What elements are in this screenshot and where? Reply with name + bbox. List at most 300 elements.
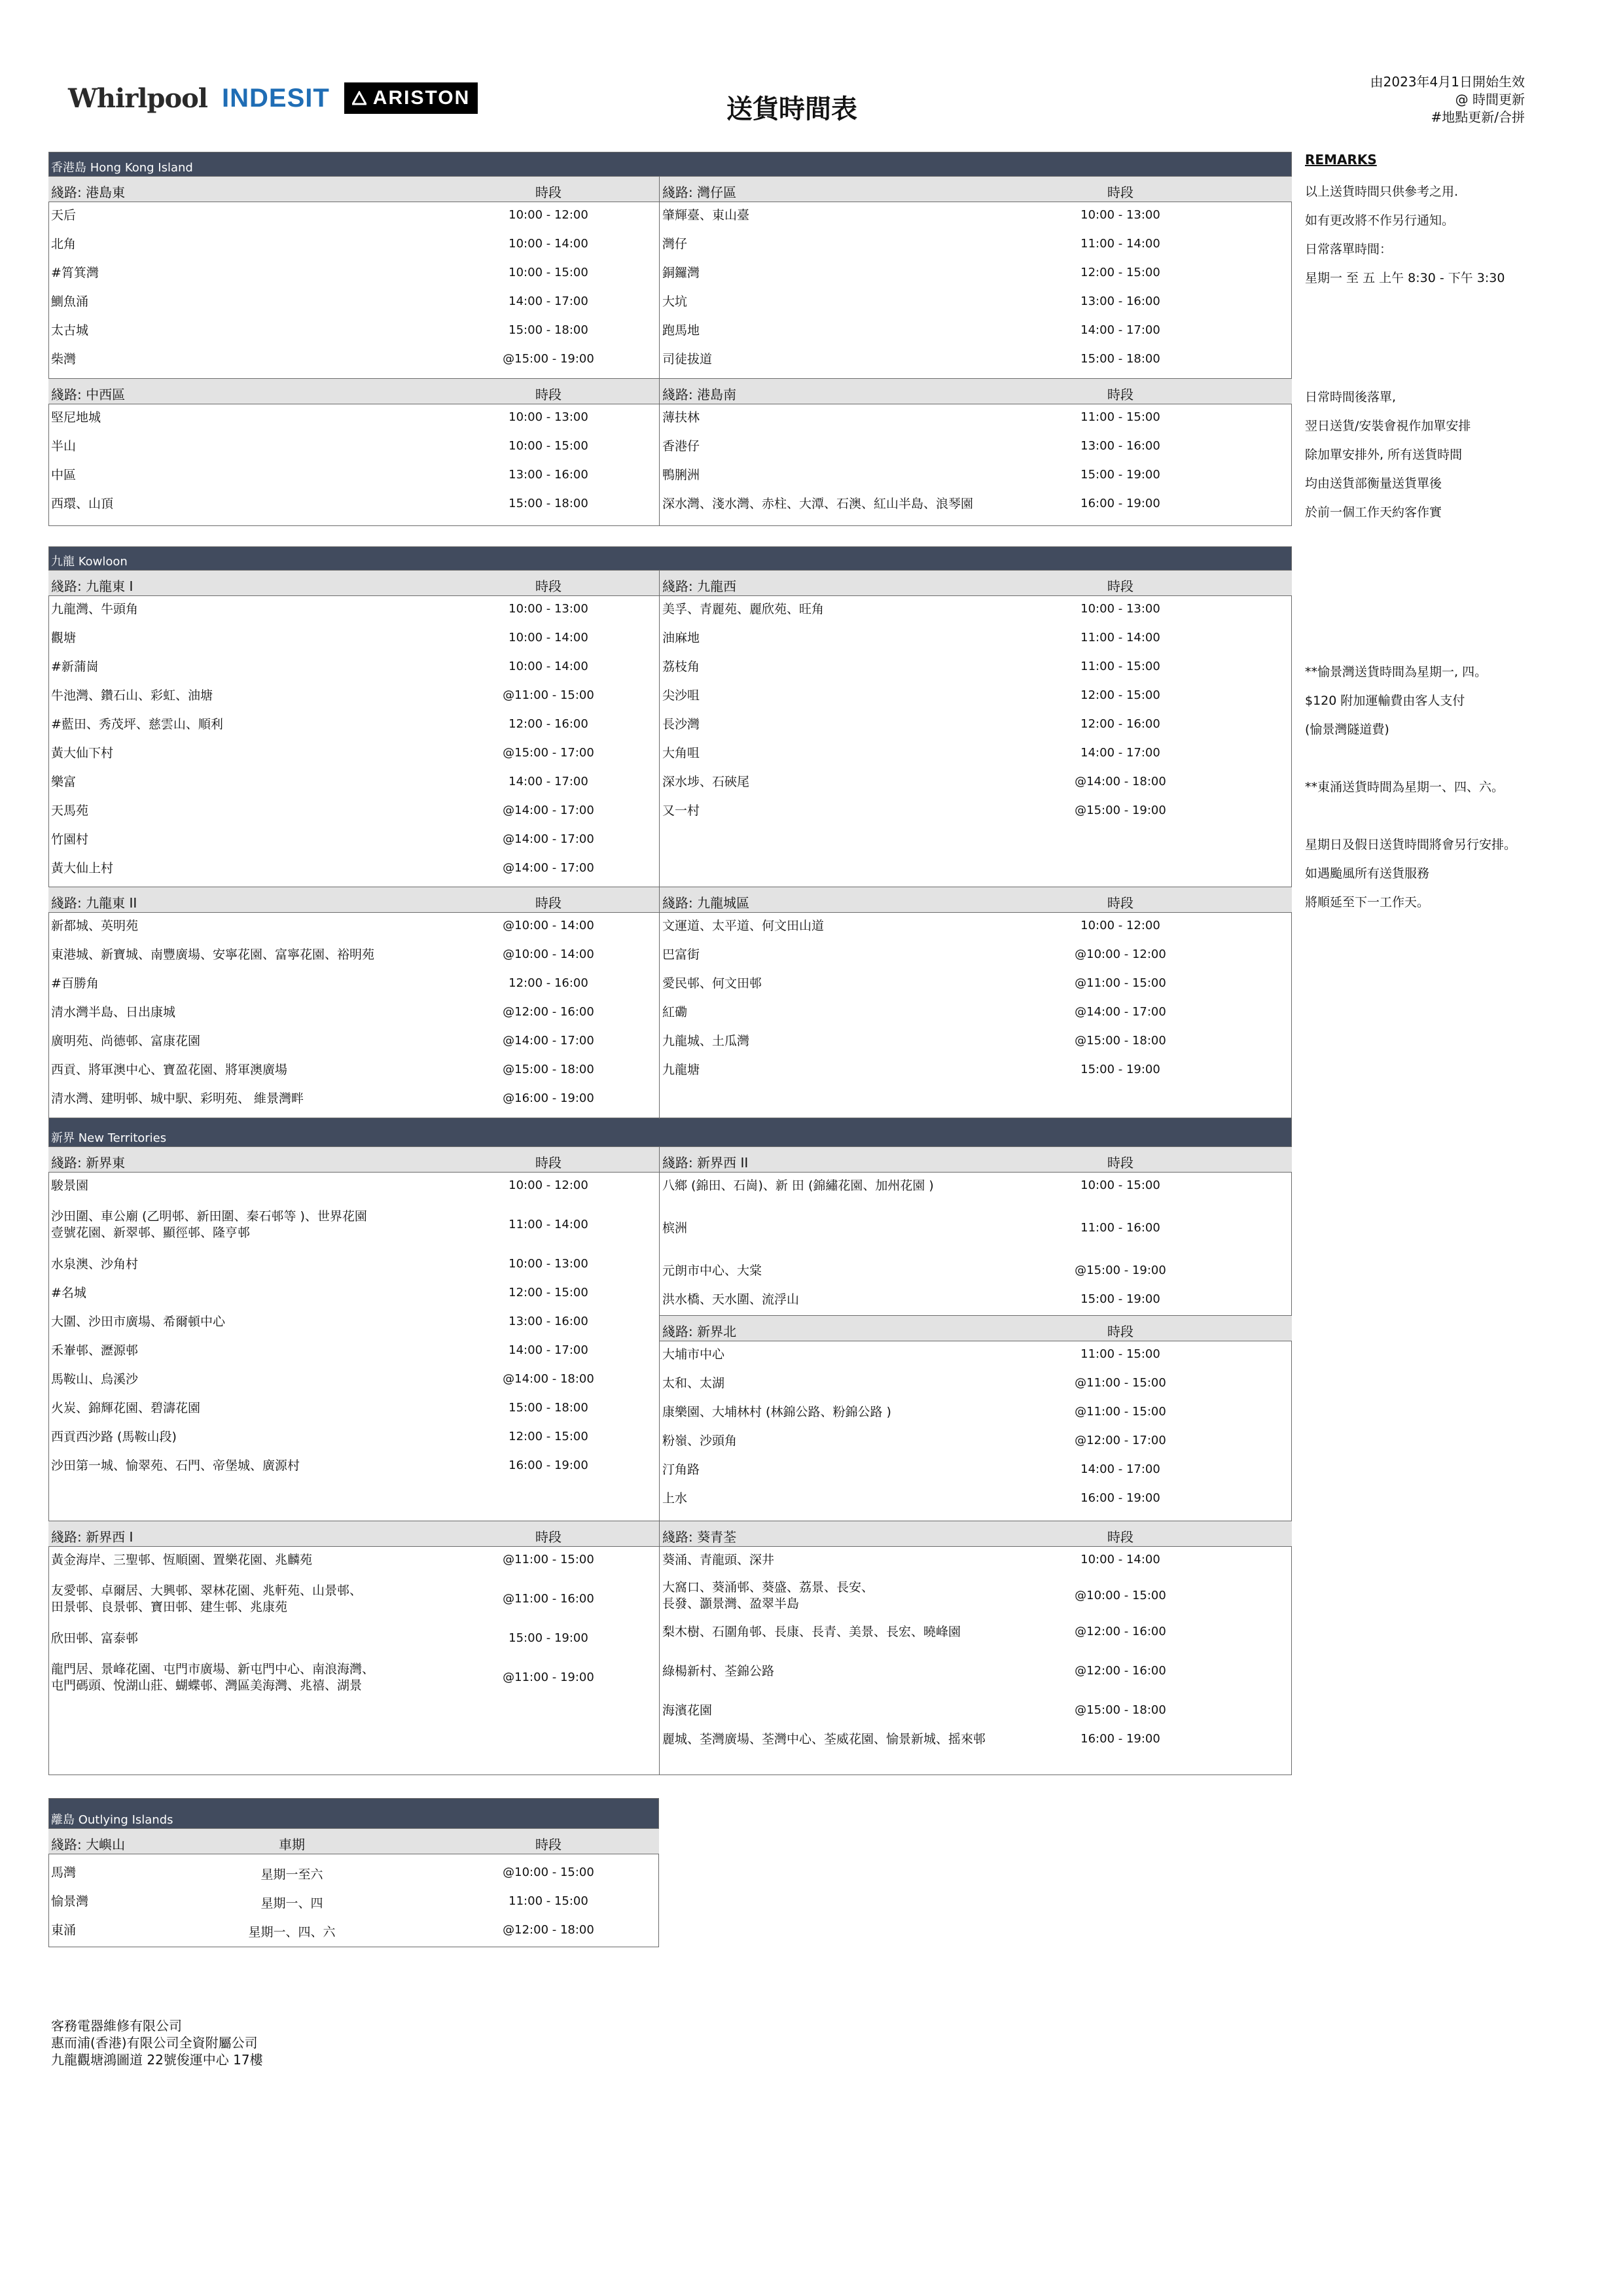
table-row [48,1654,659,1704]
table-row [660,289,1292,317]
delivery-time: @11:00 - 15:00 [503,1553,594,1566]
table-row [48,1860,659,1888]
area-name: 東港城、新寶城、南豐廣場、安寧花園、富寧花園、裕明苑 [51,947,375,962]
delivery-time: @14:00 - 18:00 [503,1372,594,1386]
delivery-time: 10:00 - 13:00 [508,602,588,616]
area-name: 太古城 [51,323,89,338]
table-row [660,317,1292,346]
table-row [48,1625,659,1654]
table-row [48,970,659,999]
footer-line: 客務電器維修有限公司 [51,2018,182,2034]
route-header [48,570,659,596]
area-name: 樂富 [51,774,77,789]
table-row [48,1086,659,1114]
delivery-time: 14:00 - 17:00 [1080,1462,1160,1476]
delivery-time: @12:00 - 16:00 [1075,1625,1166,1638]
table-row [48,913,659,942]
area-name: 大角咀 [662,745,700,760]
area-name: 中區 [51,467,77,482]
delivery-time: @14:00 - 17:00 [503,804,594,817]
area-name: #藍田、秀茂坪、慈雲山、順利 [51,716,223,732]
route-name: 綫路: 灣仔區 [662,185,737,200]
delivery-time: @15:00 - 19:00 [1075,1263,1166,1277]
route-block [660,378,1292,526]
table-row [48,596,659,625]
area-name: 紅磡 [662,1004,688,1019]
route-block [48,1828,659,1947]
area-name: 欣田邨、富泰邨 [51,1631,139,1646]
table-row [660,1258,1292,1286]
route-header [660,378,1292,404]
area-name: 西環、山頂 [51,496,114,511]
delivery-time: @16:00 - 19:00 [503,1091,594,1105]
delivery-time: @11:00 - 15:00 [1075,1376,1166,1390]
time-column-header: 時段 [1107,1324,1133,1339]
area-name: 汀角路 [662,1462,700,1477]
delivery-time: @11:00 - 15:00 [1075,1405,1166,1419]
area-name: 洪水橋、天水圍、流浮山 [662,1292,800,1307]
route-name: 綫路: 葵青荃 [662,1529,737,1545]
route-block [660,1146,1292,1315]
area-name: 廣明苑、尚德邨、富康花園 [51,1033,201,1048]
area-name: 粉嶺、沙頭角 [662,1433,738,1448]
delivery-time: 16:00 - 19:00 [508,1458,588,1472]
delivery-time: @15:00 - 19:00 [1075,804,1166,817]
route-name: 綫路: 新界西 I [51,1529,134,1545]
table-row [48,1173,659,1201]
table-row [48,260,659,289]
area-name: 半山 [51,438,77,453]
effective-line: #地點更新/合拼 [1431,109,1525,125]
area-name: 跑馬地 [662,323,700,338]
area-name: 薄扶林 [662,410,700,425]
time-column-header: 時段 [535,578,562,594]
route-header [660,887,1292,913]
table-row [48,1309,659,1337]
area-name: 太和、太湖 [662,1375,725,1390]
table-row [48,654,659,682]
remark-line: 日常時間後落單, [1305,390,1397,404]
table-row [48,1453,659,1481]
table-row [660,625,1292,654]
table-row [660,654,1292,682]
delivery-time: 10:00 - 15:00 [508,266,588,279]
delivery-time: 11:00 - 15:00 [1080,660,1160,673]
table-row [660,404,1292,433]
table-row [660,711,1292,740]
days-column-header: 車期 [279,1837,305,1852]
remark-line: 如遇颱風所有送貨服務 [1305,866,1430,881]
table-row [660,491,1292,520]
delivery-time: 12:00 - 16:00 [508,717,588,731]
area-name: #名城 [51,1285,86,1300]
area-name: 九龍城、土瓜灣 [662,1033,750,1048]
area-name: 槟洲 [662,1220,688,1235]
remarks-title: REMARKS [1305,152,1377,168]
delivery-time: 10:00 - 13:00 [508,410,588,424]
table-row [48,769,659,798]
area-name: 綠楊新村、荃錦公路 [662,1663,775,1678]
area-name: 馬灣 [51,1865,77,1880]
route-header [660,570,1292,596]
table-row [660,1697,1292,1726]
delivery-time: @10:00 - 15:00 [1075,1589,1166,1602]
table-row [48,999,659,1028]
section-title: 香港島 Hong Kong Island [49,152,1291,177]
ariston-logo-text: ARISTON [372,87,471,109]
time-column-header: 時段 [1107,185,1133,200]
remark-line: 星期一 至 五 上午 8:30 - 下午 3:30 [1305,271,1505,285]
route-block [48,887,660,1119]
table-row [48,855,659,884]
area-name: 沙田圍、車公廟 (乙明邨、新田圍、秦石邨等 )、世界花園 壹號花園、新翠邨、顯徑邨、隆亨邨 [51,1209,367,1240]
table-row [48,462,659,491]
area-name: 西貢、將軍澳中心、寶盈花園、將軍澳廣場 [51,1062,288,1077]
table-row [660,798,1292,826]
delivery-time: @14:00 - 17:00 [503,861,594,875]
table-row [660,1028,1292,1057]
route-header [48,1828,659,1854]
delivery-time: @15:00 - 18:00 [503,1063,594,1076]
route-name: 綫路: 新界東 [51,1155,126,1171]
table-row [660,1576,1292,1619]
remark-line: 如有更改將不作另行通知。 [1305,213,1455,228]
area-name: 觀塘 [51,630,77,645]
delivery-time: 11:00 - 14:00 [1080,237,1160,251]
table-row [660,346,1292,375]
table-row [660,462,1292,491]
area-name: 香港仔 [662,438,700,453]
delivery-time: 10:00 - 14:00 [508,631,588,645]
area-name: 西貢西沙路 (馬鞍山段) [51,1429,177,1444]
table-row [660,1726,1292,1755]
table-row [48,1366,659,1395]
area-name: 大埔市中心 [662,1347,725,1362]
delivery-time: 13:00 - 16:00 [508,1315,588,1328]
area-name: 巴富街 [662,947,700,962]
table-row [48,1251,659,1280]
area-name: 竹園村 [51,832,89,847]
remark-line: 以上送貨時間只供參考之用. [1305,185,1459,199]
area-name: 黃大仙上村 [51,860,114,875]
route-header [48,887,659,913]
delivery-time: 15:00 - 19:00 [1080,1292,1160,1306]
delivery-time: @10:00 - 14:00 [503,947,594,961]
delivery-time: @12:00 - 17:00 [1075,1434,1166,1447]
time-column-header: 時段 [535,185,562,200]
area-name: 海濱花園 [662,1703,713,1718]
delivery-time: 14:00 - 17:00 [508,1343,588,1357]
route-name: 綫路: 九龍西 [662,578,737,594]
area-name: 康樂園、大埔林村 (林錦公路、粉錦公路 ) [662,1404,891,1419]
table-row [660,1457,1292,1485]
area-name: 牛池灣、鑽石山、彩虹、油塘 [51,688,213,703]
table-row [48,1888,659,1917]
area-name: 柴灣 [51,351,77,366]
delivery-time: 10:00 - 12:00 [1080,919,1160,932]
area-name: 天馬苑 [51,803,89,818]
table-row [48,826,659,855]
route-header [48,1521,659,1547]
delivery-time: @11:00 - 19:00 [503,1670,594,1684]
table-row [660,596,1292,625]
area-name: 大坑 [662,294,688,309]
area-name: 禾輋邨、瀝源邨 [51,1343,139,1358]
area-name: 清水灣、建明邨、城中駅、彩明苑、 維景灣畔 [51,1091,304,1106]
area-name: 又一村 [662,803,700,818]
table-row [48,433,659,462]
area-name: 沙田第一城、愉翠苑、石門、帝堡城、廣源村 [51,1458,300,1473]
delivery-time: 15:00 - 19:00 [508,1631,588,1645]
table-row [660,999,1292,1028]
delivery-time: 14:00 - 17:00 [508,775,588,788]
route-name: 綫路: 港島東 [51,185,126,200]
table-row [48,1547,659,1576]
time-column-header: 時段 [1107,387,1133,402]
table-row [660,942,1292,970]
remark-line: **愉景灣送貨時間為星期一, 四。 [1305,665,1488,679]
delivery-time: @15:00 - 19:00 [503,352,594,366]
area-name: 尖沙咀 [662,688,700,703]
table-row [48,346,659,375]
ariston-logo [344,82,478,114]
time-column-header: 時段 [535,895,562,911]
delivery-time: 14:00 - 17:00 [508,294,588,308]
table-row [48,1201,659,1251]
delivery-time: 10:00 - 14:00 [508,660,588,673]
company-footer [51,2017,263,2068]
delivery-time: @15:00 - 17:00 [503,746,594,760]
table-row [660,1399,1292,1428]
area-name: 肇輝臺、東山臺 [662,207,750,222]
ariston-triangle-icon [352,91,366,105]
table-row [660,769,1292,798]
table-row [48,798,659,826]
table-row [48,491,659,520]
delivery-time: 10:00 - 12:00 [508,208,588,222]
delivery-time: 12:00 - 16:00 [508,976,588,990]
route-block [48,570,660,887]
area-name: 銅鑼灣 [662,265,700,280]
indesit-logo: INDESIT [222,83,330,113]
delivery-time: 14:00 - 17:00 [1080,746,1160,760]
route-name: 綫路: 九龍東 II [51,895,137,911]
area-name: 堅尼地城 [51,410,101,425]
remark-line: (愉景灣隧道費) [1305,722,1389,737]
remark-line: 於前一個工作天約客作實 [1305,505,1442,520]
remark-line: 翌日送貨/安裝會視作加單安排 [1305,419,1471,433]
table-row [660,1057,1292,1086]
time-column-header: 時段 [535,387,562,402]
table-row [660,682,1292,711]
route-header [660,1146,1292,1173]
delivery-time: 13:00 - 16:00 [1080,439,1160,453]
effective-line: @ 時間更新 [1455,92,1525,107]
area-name: #百勝角 [51,976,99,991]
delivery-time: 10:00 - 13:00 [1080,602,1160,616]
delivery-time: 16:00 - 19:00 [1080,1732,1160,1746]
area-name: 文運道、太平道、何文田山道 [662,918,825,933]
effective-line: 由2023年4月1日開始生效 [1370,74,1525,90]
route-header [48,1146,659,1173]
table-row [48,942,659,970]
route-block [48,378,660,526]
delivery-time: @11:00 - 15:00 [1075,976,1166,990]
delivery-time: 10:00 - 12:00 [508,1178,588,1192]
delivery-days: 星期一至六 [260,1867,323,1882]
table-row [48,317,659,346]
delivery-time: @11:00 - 16:00 [503,1592,594,1606]
table-row [48,1057,659,1086]
table-row [48,404,659,433]
table-row [660,202,1292,231]
route-name: 綫路: 中西區 [51,387,126,402]
area-name: 北角 [51,236,77,251]
delivery-time: 11:00 - 14:00 [508,1218,588,1231]
area-name: #新蒲崗 [51,659,99,674]
time-column-header: 時段 [1107,1529,1133,1545]
route-name: 綫路: 新界北 [662,1324,737,1339]
delivery-time: @11:00 - 15:00 [503,688,594,702]
table-row [48,289,659,317]
remark-line: 日常落單時間： [1305,242,1393,256]
delivery-time: 10:00 - 15:00 [1080,1178,1160,1192]
route-header [660,1315,1292,1341]
area-name: 清水灣半島、日出康城 [51,1004,176,1019]
route-name: 綫路: 港島南 [662,387,737,402]
area-name: 九龍灣、牛頭角 [51,601,139,616]
brand-logos [68,77,478,119]
area-name: 黃金海岸、三聖邨、恆順園、置樂花園、兆麟苑 [51,1552,313,1567]
area-name: 友愛邨、卓爾居、大興邨、翠林花園、兆軒苑、山景邨、 田景邨、良景邨、寶田邨、建生邨、兆康苑 [51,1583,363,1614]
remark-line: $120 附加運輸費由客人支付 [1305,694,1465,708]
area-name: 天后 [51,207,77,222]
area-name: 八鄉 (錦田、石崗)、新 田 (錦繡花園、加州花園 ) [662,1178,934,1193]
footer-line: 惠而浦(香港)有限公司全資附屬公司 [51,2035,258,2051]
delivery-time: 16:00 - 19:00 [1080,497,1160,510]
delivery-time: 15:00 - 18:00 [508,497,588,510]
area-name: 鴨脷洲 [662,467,700,482]
area-name: 新都城、英明苑 [51,918,139,933]
time-column-header: 時段 [535,1837,562,1852]
delivery-time: 12:00 - 15:00 [508,1430,588,1443]
table-row [48,1028,659,1057]
table-row [660,1428,1292,1457]
area-name: 愛民邨、何文田邨 [662,976,762,991]
time-column-header: 時段 [1107,895,1133,911]
table-row [48,202,659,231]
area-name: 灣仔 [662,236,688,251]
delivery-time: 12:00 - 15:00 [1080,266,1160,279]
delivery-time: @14:00 - 17:00 [503,832,594,846]
route-name: 綫路: 新界西 II [662,1155,749,1171]
area-name: 油麻地 [662,630,700,645]
time-column-header: 時段 [535,1155,562,1171]
time-column-header: 時段 [1107,1155,1133,1171]
delivery-days: 星期一、四、六 [248,1925,336,1939]
table-row [48,1576,659,1625]
table-row [48,1395,659,1424]
area-name: 上水 [662,1491,688,1506]
table-row [660,231,1292,260]
table-row [48,1337,659,1366]
delivery-time: 12:00 - 15:00 [1080,688,1160,702]
delivery-time: 15:00 - 18:00 [508,1401,588,1415]
area-name: 黃大仙下村 [51,745,114,760]
table-row [660,1547,1292,1576]
route-block [48,1521,660,1775]
area-name: 梨木樹、石圍角邨、長康、長青、美景、長宏、曉峰園 [662,1624,961,1639]
area-name: 葵涌、青龍頭、深井 [662,1552,775,1567]
route-block [48,1146,660,1521]
area-name: 火炭、錦輝花園、碧濤花園 [51,1400,201,1415]
area-name: 深水埗、石硤尾 [662,774,750,789]
table-row [660,1485,1292,1514]
remark-line: 星期日及假日送貨時間將會另行安排。 [1305,838,1517,852]
table-row [48,740,659,769]
delivery-time: 12:00 - 15:00 [508,1286,588,1299]
table-row [48,682,659,711]
table-row [660,913,1292,942]
delivery-time: 15:00 - 18:00 [508,323,588,337]
section-title: 九龍 Kowloon [49,547,1291,571]
delivery-time: @14:00 - 17:00 [1075,1005,1166,1019]
area-name: 美孚、青麗苑、麗欣苑、旺角 [662,601,825,616]
delivery-time: 11:00 - 15:00 [508,1894,588,1908]
table-row [48,1917,659,1946]
area-name: 司徒拔道 [662,351,713,366]
delivery-time: @15:00 - 18:00 [1075,1703,1166,1717]
table-row [48,711,659,740]
route-name: 綫路: 九龍東 I [51,578,134,594]
delivery-time: @14:00 - 18:00 [1075,775,1166,788]
section-title: 離島 Outlying Islands [49,1799,658,1829]
area-name: 深水灣、淺水灣、赤柱、大潭、石澳、紅山半島、浪琴園 [662,496,974,511]
time-column-header: 時段 [535,1529,562,1545]
area-name: 荔枝角 [662,659,700,674]
whirlpool-logo: Whirlpool [68,82,207,114]
section-title: 新界 New Territories [49,1118,1291,1147]
area-name: 鰂魚涌 [51,294,89,309]
page-title: 送貨時間表 [726,94,857,124]
delivery-time: 10:00 - 14:00 [508,237,588,251]
route-name: 綫路: 九龍城區 [662,895,750,911]
delivery-time: 10:00 - 14:00 [1080,1553,1160,1566]
area-name: 九龍塘 [662,1062,700,1077]
delivery-time: @10:00 - 14:00 [503,919,594,932]
table-row [660,1648,1292,1697]
route-header [660,176,1292,202]
route-header [48,378,659,404]
delivery-time: @12:00 - 16:00 [1075,1664,1166,1678]
table-row [660,1201,1292,1258]
delivery-time: 13:00 - 16:00 [508,468,588,482]
remark-line: 均由送貨部衡量送貨單後 [1305,476,1442,491]
route-block [660,570,1292,887]
table-row [48,625,659,654]
area-name: 東涌 [51,1923,77,1937]
delivery-time: 13:00 - 16:00 [1080,294,1160,308]
delivery-time: @10:00 - 12:00 [1075,947,1166,961]
table-row [660,260,1292,289]
area-name: 麗城、荃灣廣場、荃灣中心、荃威花園、愉景新城、摇來邨 [662,1731,986,1746]
table-row [48,1280,659,1309]
delivery-time: 15:00 - 19:00 [1080,1063,1160,1076]
footer-line: 九龍觀塘鴻圖道 22號俊運中心 17樓 [51,2052,263,2068]
area-name: 元朗市中心、大棠 [662,1263,762,1278]
delivery-time: 11:00 - 16:00 [1080,1221,1160,1235]
delivery-time: 10:00 - 15:00 [508,439,588,453]
